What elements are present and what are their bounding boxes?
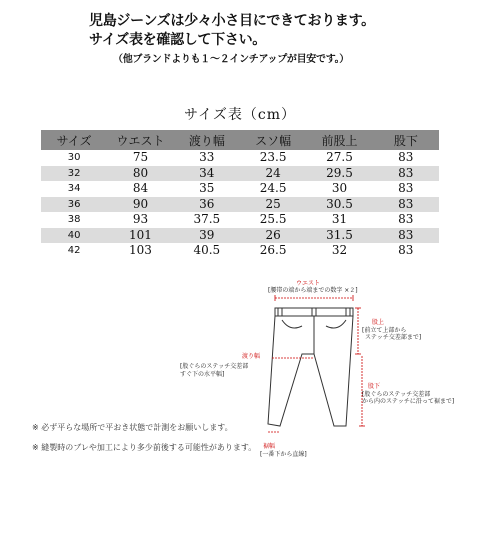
- notice-line-1: 児島ジーンズは少々小さ目にできております。: [89, 13, 375, 29]
- cell-size: 34: [67, 183, 81, 195]
- header-inseam: 股下: [373, 130, 439, 150]
- cell-hem: 23.5: [259, 150, 287, 165]
- cell-hem: 25.5: [259, 212, 287, 227]
- cell-thigh: 37.5: [193, 212, 221, 227]
- cell-waist: 93: [132, 212, 149, 227]
- cell-hem: 24: [240, 166, 306, 182]
- pants-illustration: [180, 276, 465, 466]
- size-table-header: [41, 130, 439, 150]
- table-row: [41, 243, 439, 259]
- table-row: [41, 166, 439, 182]
- cell-inseam: 83: [373, 166, 439, 182]
- cell-front-rise: 32: [331, 243, 348, 258]
- cell-front-rise: 30: [331, 181, 348, 196]
- cell-thigh: 39: [174, 228, 240, 244]
- header-hem: スソ幅: [240, 130, 306, 150]
- table-row: [41, 228, 439, 244]
- cell-front-rise: 29.5: [306, 166, 372, 182]
- cell-thigh: 33: [199, 150, 215, 165]
- inseam-desc-1: [股ぐらのステッチ交差部: [362, 391, 431, 398]
- cell-thigh: 40.5: [193, 243, 221, 258]
- hem-label: 裾幅: [263, 443, 276, 450]
- cell-waist: 84: [132, 181, 149, 196]
- rise-desc-1: [前立て上部から: [362, 327, 407, 334]
- cell-hem: 26.5: [259, 243, 287, 258]
- cell-thigh: 35: [199, 181, 215, 196]
- cell-front-rise: 30.5: [306, 197, 372, 213]
- hem-desc: [一番下から直線]: [260, 451, 307, 458]
- cell-waist: 75: [132, 150, 149, 165]
- cell-waist: 101: [107, 228, 173, 244]
- rise-desc-2: ステッチ交差部まで]: [365, 334, 422, 341]
- size-notice: [89, 12, 419, 68]
- size-table-title: サイズ表（cm）: [184, 107, 296, 123]
- cell-inseam: 83: [373, 197, 439, 213]
- rise-measure-line: [355, 308, 361, 354]
- cell-waist: 103: [129, 243, 152, 258]
- cell-front-rise: 31.5: [306, 228, 372, 244]
- waist-measure-line: [275, 295, 353, 301]
- table-row: [41, 197, 439, 213]
- rise-label: 股上: [372, 319, 385, 326]
- header-thigh: 渡り幅: [174, 130, 240, 150]
- cell-size: 42: [67, 245, 81, 257]
- cell-front-rise: 31: [331, 212, 348, 227]
- cell-size: 36: [41, 197, 107, 213]
- thigh-label: 渡り幅: [242, 353, 261, 360]
- pants-outline-icon: [268, 308, 353, 426]
- cell-inseam: 83: [398, 150, 414, 165]
- cell-size: 40: [41, 228, 107, 244]
- cell-thigh: 34: [174, 166, 240, 182]
- cell-waist: 90: [107, 197, 173, 213]
- note-line-2: ※ 縫製時のブレや加工により多少前後する可能性があります。: [32, 443, 257, 452]
- cell-size: 30: [67, 152, 81, 164]
- note-line-1: ※ 必ず平らな場所で平おき状態で計測をお願いします。: [32, 423, 233, 432]
- waist-label: ウエスト: [296, 280, 321, 287]
- thigh-desc-2: すぐ下の水平幅]: [180, 371, 225, 378]
- notice-line-2: サイズ表を確認して下さい。: [89, 32, 266, 48]
- inseam-desc-2: から内のステッチに沿って裾まで]: [362, 398, 455, 405]
- cell-waist: 80: [107, 166, 173, 182]
- cell-hem: 26: [240, 228, 306, 244]
- size-table: [41, 130, 439, 259]
- thigh-desc-1: [股ぐらのステッチ交差部: [180, 363, 249, 370]
- cell-size: 38: [67, 214, 81, 226]
- cell-inseam: 83: [373, 228, 439, 244]
- header-waist: ウエスト: [107, 130, 173, 150]
- cell-thigh: 36: [174, 197, 240, 213]
- cell-inseam: 83: [398, 181, 414, 196]
- table-row: [41, 212, 439, 228]
- inseam-label: 股下: [368, 383, 381, 390]
- header-size: サイズ: [41, 130, 107, 150]
- cell-hem: 25: [240, 197, 306, 213]
- cell-size: 32: [41, 166, 107, 182]
- header-front-rise: 前股上: [306, 130, 372, 150]
- notice-line-3: （他ブランドよりも１～２インチアップが目安です。）: [113, 54, 349, 65]
- cell-inseam: 83: [398, 212, 414, 227]
- cell-inseam: 83: [398, 243, 414, 258]
- table-row: [41, 181, 439, 197]
- cell-hem: 24.5: [259, 181, 287, 196]
- waist-desc: [腰帯の端から端までの数字 ×２]: [268, 287, 358, 294]
- cell-front-rise: 27.5: [326, 150, 353, 165]
- table-row: [41, 150, 439, 166]
- measurement-diagram: [180, 276, 465, 466]
